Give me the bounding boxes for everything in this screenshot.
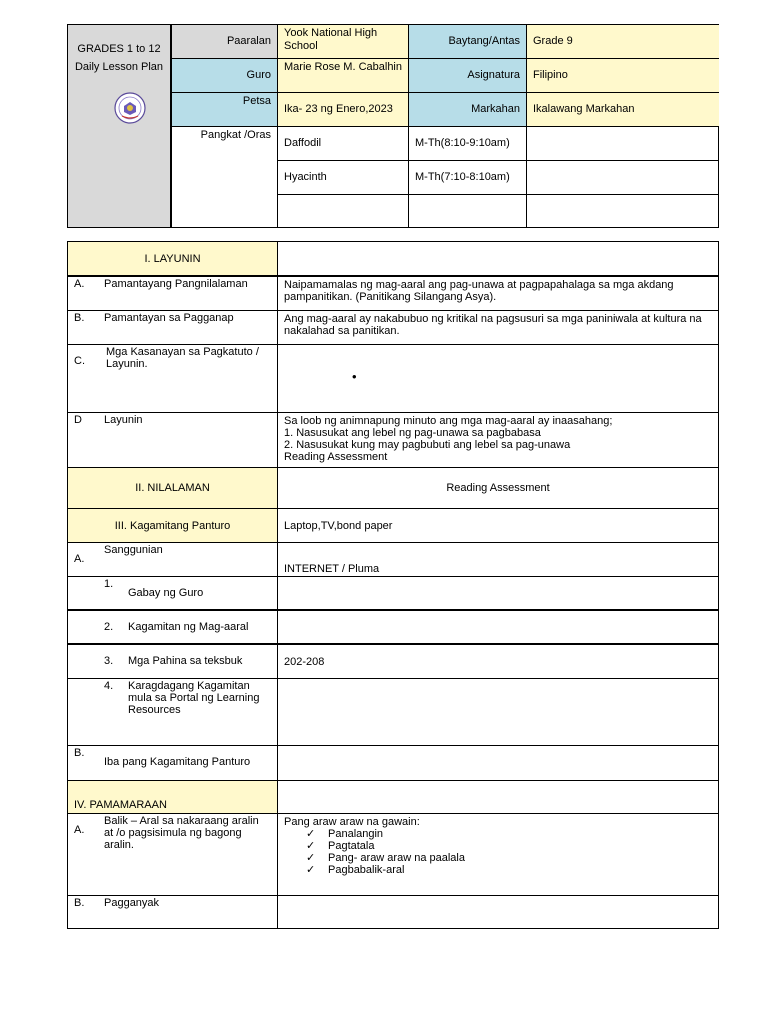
- row-letter: B.: [74, 897, 85, 909]
- pamantayang-pangnilalaman-row: [68, 277, 718, 311]
- row-letter: D: [74, 414, 82, 426]
- mga-kasanayan-row: [68, 345, 718, 413]
- layunin-heading-value: [278, 242, 718, 275]
- pangkat-label: Pangkat /Oras: [172, 127, 278, 227]
- task-item: ✓ Pagbabalik-aral: [306, 864, 712, 876]
- guro-label: Guro: [172, 59, 278, 93]
- pamamaraan-heading-value: [278, 781, 718, 813]
- section-name-1: Daffodil: [278, 127, 409, 161]
- guro-value: Marie Rose M. Cabalhin: [278, 59, 409, 93]
- balik-aral-row: [68, 814, 718, 896]
- pagganyak-row: [68, 896, 718, 928]
- layunin-item-2: 2. Nasusukat kung may pagbubuti ang lebel sa pag-unawa: [284, 439, 571, 451]
- karagdagang-kagamitan-label: Karagdagang Kagamitan mula sa Portal ng Learning Resources: [128, 680, 260, 716]
- lesson-header-table: [67, 24, 719, 228]
- item-number: 1.: [104, 578, 114, 590]
- row-letter: A.: [74, 553, 85, 565]
- nilalaman-heading: II. NILALAMAN: [68, 468, 278, 508]
- section-name-2: Hyacinth: [278, 161, 409, 195]
- markahan-value: Ikalawang Markahan: [527, 93, 719, 127]
- sanggunian-value: INTERNET / Pluma: [284, 563, 380, 575]
- section-time-2: M-Th(7:10-8:10am): [409, 161, 527, 195]
- row-letter: B.: [74, 747, 85, 759]
- section-extra-2: [527, 161, 719, 195]
- baitang-value: Grade 9: [527, 25, 719, 59]
- item-number: 3.: [104, 655, 114, 667]
- layunin-value: [278, 413, 718, 467]
- layunin-heading-row: [68, 242, 718, 277]
- sanggunian-label: Sanggunian: [104, 544, 163, 556]
- layunin-item-3: Reading Assessment: [284, 451, 388, 463]
- row-letter: A.: [74, 824, 85, 836]
- section-empty-extra: [527, 195, 719, 227]
- row-letter: C.: [74, 355, 85, 367]
- gabay-ng-guro-row: [68, 577, 718, 611]
- task-item: ✓ Pagtatala: [306, 840, 712, 852]
- pamamaraan-heading-cell: [68, 781, 278, 813]
- pamantayang-pangnilalaman-value: Naipamamalas ng mag-aaral ang pag-unawa at pagpapahalaga sa mga akdang pampanitikan. (Panitikang Silangang Asya).: [284, 279, 674, 303]
- balik-aral-intro: Pang araw araw na gawain:: [284, 816, 420, 828]
- sanggunian-row: [68, 543, 718, 577]
- kagamitang-panturo-value: Laptop,TV,bond paper: [284, 519, 393, 532]
- kagamitan-ng-mag-aaral-value: [278, 611, 718, 643]
- iba-pang-kagamitan-label: Iba pang Kagamitang Panturo: [104, 756, 251, 768]
- doc-type-label: Daily Lesson Plan: [74, 61, 164, 73]
- kagamitan-ng-mag-aaral-row: [68, 611, 718, 645]
- section-empty-name: [278, 195, 409, 227]
- karagdagang-kagamitan-row: [68, 679, 718, 746]
- layunin-heading: I. LAYUNIN: [68, 242, 278, 275]
- pamantayang-pangnilalaman-label: Pamantayang Pangnilalaman: [104, 278, 248, 290]
- balik-aral-value: [278, 814, 718, 895]
- pagganyak-label: Pagganyak: [104, 897, 160, 909]
- daily-tasks-list: [284, 828, 712, 876]
- pamantayan-sa-pagganap-value: Ang mag-aaral ay nakabubuo ng kritikal na pagsusuri sa mga paniniwala at kultura na nakalahad sa panitikan.: [284, 313, 702, 337]
- petsa-value: Ika- 23 ng Enero,2023: [278, 93, 409, 127]
- lesson-plan-table: [67, 241, 719, 929]
- markahan-label: Markahan: [409, 93, 527, 127]
- layunin-intro: Sa loob ng animnapung minuto ang mga mag-aaral ay inaasahang;: [284, 415, 613, 427]
- row-letter: A.: [74, 278, 85, 290]
- gabay-ng-guro-value: [278, 577, 718, 609]
- karagdagang-kagamitan-value: [278, 679, 718, 745]
- item-number: 2.: [104, 621, 114, 633]
- mga-kasanayan-label: Mga Kasanayan sa Pagkatuto / Layunin.: [106, 346, 259, 370]
- iba-pang-kagamitan-value: [278, 746, 718, 780]
- layunin-item-1: 1. Nasusukat ang lebel ng pag-unawa sa pagbabasa: [284, 427, 541, 439]
- section-time-1: M-Th(8:10-9:10am): [409, 127, 527, 161]
- kagamitang-panturo-heading: III. Kagamitang Panturo: [68, 509, 278, 542]
- layunin-row: [68, 413, 718, 468]
- task-item: ✓ Panalangin: [306, 828, 712, 840]
- petsa-label: Petsa: [172, 93, 278, 127]
- nilalaman-row: [68, 468, 718, 509]
- section-empty-time: [409, 195, 527, 227]
- mga-pahina-row: [68, 645, 718, 679]
- row-letter: B.: [74, 312, 85, 324]
- paaralan-value: Yook National High School: [278, 25, 409, 59]
- pamamaraan-heading: IV. PAMAMARAAN: [74, 799, 167, 811]
- pamantayan-sa-pagganap-label: Pamantayan sa Pagganap: [104, 312, 234, 324]
- mga-pahina-label: Mga Pahina sa teksbuk: [128, 655, 243, 667]
- kagamitang-panturo-row: [68, 509, 718, 543]
- task-item: ✓ Pang- araw araw na paalala: [306, 852, 712, 864]
- kagamitan-ng-mag-aaral-label: Kagamitan ng Mag-aaral: [128, 621, 249, 633]
- mga-pahina-value: 202-208: [284, 655, 325, 668]
- paaralan-label: Paaralan: [172, 25, 278, 59]
- deped-seal-logo: [114, 92, 146, 124]
- layunin-label: Layunin: [104, 414, 143, 426]
- gabay-ng-guro-label: Gabay ng Guro: [128, 587, 204, 599]
- section-extra-1: [527, 127, 719, 161]
- iba-pang-kagamitan-row: [68, 746, 718, 781]
- baitang-label: Baytang/Antas: [409, 25, 527, 59]
- pagganyak-value: [278, 896, 718, 928]
- pamantayan-sa-pagganap-row: [68, 311, 718, 345]
- item-number: 4.: [104, 680, 114, 692]
- mga-kasanayan-value: [278, 345, 718, 412]
- pamamaraan-heading-row: [68, 781, 718, 814]
- asignatura-label: Asignatura: [409, 59, 527, 93]
- grades-block: [68, 25, 172, 227]
- asignatura-value: Filipino: [527, 59, 719, 93]
- nilalaman-value: Reading Assessment: [446, 482, 550, 494]
- grades-label: GRADES 1 to 12: [77, 43, 161, 55]
- balik-aral-label: Balik – Aral sa nakaraang aralin at /o pagsisimula ng bagong aralin.: [104, 815, 259, 851]
- bullet-point: •: [352, 369, 357, 384]
